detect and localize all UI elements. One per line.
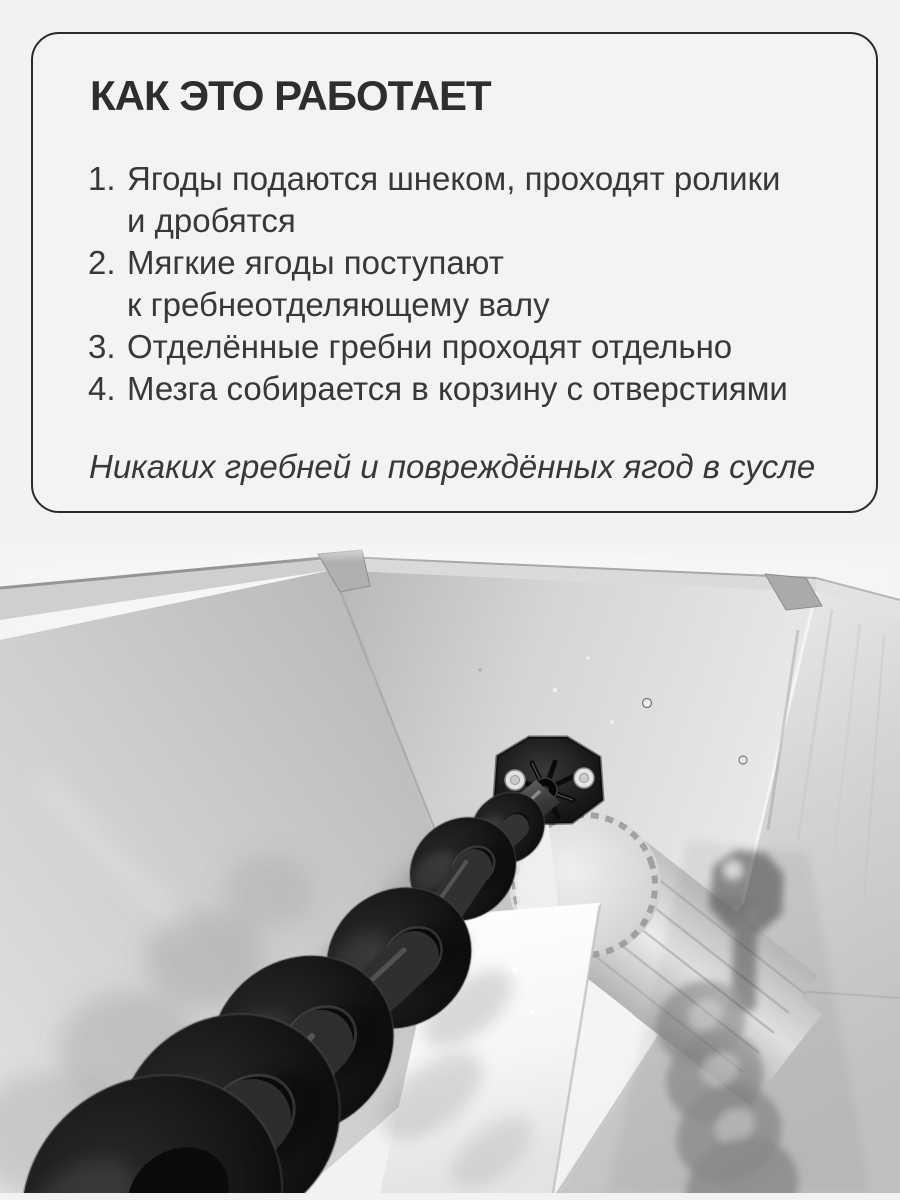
product-photo (0, 540, 900, 1193)
step-number: 1. (88, 160, 116, 197)
nut (739, 756, 747, 764)
bolt-center (580, 774, 589, 783)
nut (643, 699, 652, 708)
step-number: 4. (88, 370, 116, 407)
list-item (56, 158, 826, 242)
droplet (553, 688, 557, 692)
shadow (222, 854, 314, 930)
droplet (530, 1010, 535, 1015)
step-number: 3. (88, 328, 116, 365)
droplet (586, 656, 589, 659)
bolt-center (511, 776, 520, 785)
list-item (56, 326, 826, 368)
speck (478, 668, 481, 671)
how-it-works-list (56, 158, 826, 410)
step-text: Мезга собирается в корзину с отверстиями (127, 370, 788, 407)
photo-top-fade (0, 540, 900, 562)
step-text: Отделённые гребни проходят отдельно (127, 328, 733, 365)
droplet (610, 720, 614, 724)
step-text: Мягкие ягоды поступают к гребнеотделяющему валу (127, 244, 550, 323)
how-it-works-card (31, 32, 878, 513)
crusher-hopper-photo (0, 540, 900, 1193)
droplet (512, 967, 518, 973)
step-text: Ягоды подаются шнеком, проходят ролики и дробятся (127, 160, 781, 239)
benefit-note: Никаких гребней и повреждённых ягод в сусле (89, 448, 816, 485)
step-number: 2. (88, 244, 116, 281)
list-item (56, 368, 826, 410)
reflected-bolt (725, 862, 741, 878)
page-title: КАК ЭТО РАБОТАЕТ (90, 72, 491, 119)
list-item (56, 242, 826, 326)
